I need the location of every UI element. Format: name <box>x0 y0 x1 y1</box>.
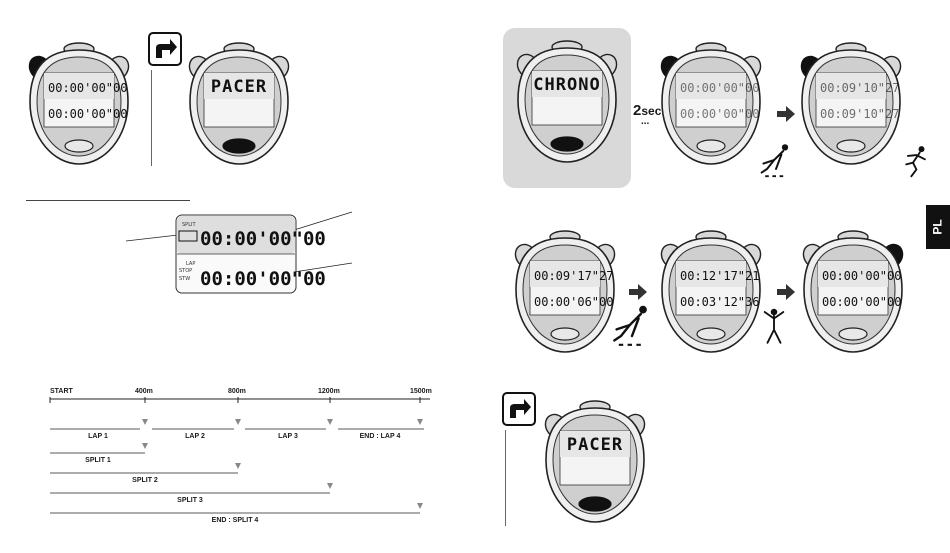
mark-400: 400m <box>135 388 153 395</box>
watch-screen-word: PACER <box>566 435 624 455</box>
watch-top-time: 00:00'00"00 <box>48 81 128 95</box>
separator-line <box>26 200 190 201</box>
hand-press-icon <box>502 392 536 426</box>
lap-tag: LAP <box>186 261 196 267</box>
crouch-runner-icon <box>758 142 794 178</box>
watch-bottom-time: 00:00'06"00 <box>534 295 614 309</box>
standing-person-icon <box>760 306 788 346</box>
arrow-right-icon <box>628 282 648 302</box>
runner-icon <box>896 144 930 178</box>
watch-bottom-time: 00:00'00"00 <box>680 107 760 121</box>
stop-tag: STOP <box>179 268 193 274</box>
arrow-right-icon <box>776 104 796 124</box>
watch-dual-zero <box>24 40 134 170</box>
display-top-time: 00:00'00"00 <box>200 228 326 250</box>
watch-top-time: 00:09'17"27 <box>534 269 614 283</box>
divider-line <box>151 70 152 166</box>
watch-bottom-time: 00:00'00"00 <box>822 295 902 309</box>
split-2-label: SPLIT 2 <box>132 477 158 484</box>
watch-top-time: 00:09'10"27 <box>820 81 900 95</box>
divider-line <box>505 430 506 526</box>
split-4-label: END : SPLIT 4 <box>211 517 259 524</box>
two-sec-number: 2 <box>633 102 642 119</box>
watch-pacer-screen <box>184 40 294 170</box>
watch-running <box>796 40 906 170</box>
display-diagram <box>120 205 360 305</box>
watch-screen-word: PACER <box>210 77 268 97</box>
watch-lap-time <box>510 228 620 358</box>
language-tab <box>926 205 950 249</box>
watch-pacer-screen <box>540 398 650 528</box>
lap-4-label: END : LAP 4 <box>359 433 401 440</box>
watch-top-time: 00:12'17"21 <box>680 269 760 283</box>
lap-split-diagram <box>40 385 440 535</box>
mark-1500: 1500m <box>410 388 432 395</box>
display-bottom-time: 00:00'00"00 <box>200 268 326 290</box>
split-1-label: SPLIT 1 <box>85 457 111 464</box>
watch-bottom-time: 00:00'00"00 <box>48 107 128 121</box>
arrow-right-icon <box>776 282 796 302</box>
split-3-label: SPLIT 3 <box>177 497 203 504</box>
lap-1-label: LAP 1 <box>88 433 108 440</box>
lap-3-label: LAP 3 <box>278 433 298 440</box>
watch-reset-zero <box>798 228 908 358</box>
stw-tag: STW <box>179 276 191 282</box>
start-label: START <box>50 388 73 395</box>
two-sec-unit: sec <box>641 104 662 118</box>
watch-bottom-time: 00:03'12"36 <box>680 295 760 309</box>
language-tab-label: PL <box>931 219 945 235</box>
watch-ready-zero <box>656 40 766 170</box>
crouch-runner-icon <box>610 300 654 350</box>
mark-800: 800m <box>228 388 246 395</box>
lap-2-label: LAP 2 <box>185 433 205 440</box>
watch-top-time: 00:00'00"00 <box>680 81 760 95</box>
watch-bottom-time: 00:09'10"27 <box>820 107 900 121</box>
mark-1200: 1200m <box>318 388 340 395</box>
hand-press-icon <box>148 32 182 66</box>
watch-chrono-screen <box>512 38 622 168</box>
watch-stop-time <box>656 228 766 358</box>
two-sec-dots: ... <box>641 116 650 127</box>
watch-screen-word: CHRONO <box>533 75 601 95</box>
watch-top-time: 00:00'00"00 <box>822 269 902 283</box>
split-tag: SPLIT <box>182 222 196 228</box>
